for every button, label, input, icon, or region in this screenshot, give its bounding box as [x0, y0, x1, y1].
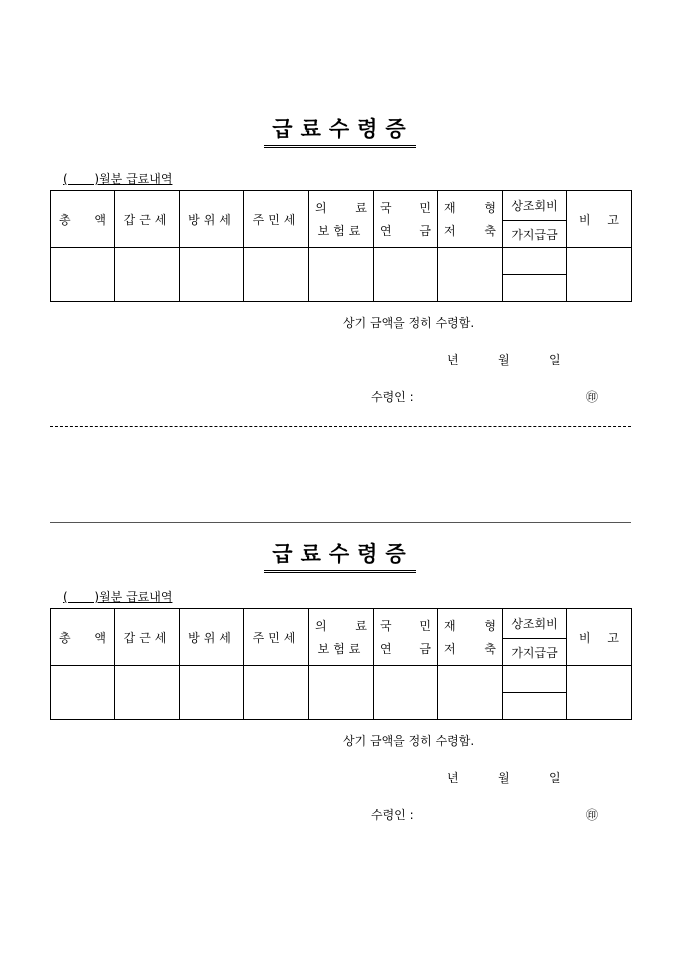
recipient-label: 수령인 : [371, 808, 414, 822]
cell-juminse[interactable] [244, 248, 309, 302]
month-label: ( )월분 급료내역 [63, 590, 173, 604]
cell-juminse[interactable] [244, 666, 309, 720]
recipient-label: 수령인 : [371, 390, 414, 404]
cell-medical-insurance[interactable] [309, 248, 374, 302]
header-bangwise: 방위세 [180, 191, 244, 248]
cell-advance[interactable] [503, 693, 567, 720]
header-medical-insurance: 의 료 보험료 [309, 609, 374, 666]
cell-total[interactable] [51, 248, 115, 302]
header-gapgeunse: 갑근세 [115, 191, 180, 248]
cell-total[interactable] [51, 666, 115, 720]
month-label: ( )월분 급료내역 [63, 172, 173, 186]
cell-bangwise[interactable] [180, 248, 244, 302]
date-day: 일 [549, 771, 561, 785]
cell-gapgeunse[interactable] [115, 666, 180, 720]
cell-national-pension[interactable] [374, 666, 438, 720]
date-year: 년 [447, 771, 459, 785]
receipt-bottom [0, 418, 680, 822]
header-juminse: 주민세 [244, 609, 309, 666]
cell-savings[interactable] [438, 666, 503, 720]
date-year: 년 [447, 353, 459, 367]
salary-table [50, 608, 632, 720]
date-month: 월 [498, 771, 510, 785]
receipt-top [0, 0, 680, 404]
header-juminse: 주민세 [244, 191, 309, 248]
receipt-title: 급료수령증 [0, 113, 680, 148]
header-national-pension: 국 민 연 금 [374, 191, 438, 248]
header-medical-insurance: 의 료 보험료 [309, 191, 374, 248]
header-national-pension: 국 민 연 금 [374, 609, 438, 666]
header-mutual-aid: 상조회비 [503, 609, 567, 639]
header-total: 총 액 [51, 609, 115, 666]
cell-savings[interactable] [438, 248, 503, 302]
salary-table [50, 190, 632, 302]
header-savings: 재 형 저 축 [438, 609, 503, 666]
date-month: 월 [498, 353, 510, 367]
cell-remarks[interactable] [567, 248, 632, 302]
header-total: 총 액 [51, 191, 115, 248]
receipt-statement: 상기 금액을 정히 수령함. [343, 734, 475, 748]
receipt-statement: 상기 금액을 정히 수령함. [343, 316, 475, 330]
header-bangwise: 방위세 [180, 609, 244, 666]
cell-national-pension[interactable] [374, 248, 438, 302]
cell-advance[interactable] [503, 275, 567, 302]
header-remarks: 비 고 [567, 191, 632, 248]
cell-remarks[interactable] [567, 666, 632, 720]
seal-mark: ㊞ [586, 808, 599, 822]
seal-mark: ㊞ [586, 390, 599, 404]
cell-mutual-aid[interactable] [503, 248, 567, 275]
cell-bangwise[interactable] [180, 666, 244, 720]
header-advance: 가지급금 [503, 639, 567, 666]
header-gapgeunse: 갑근세 [115, 609, 180, 666]
header-mutual-aid: 상조회비 [503, 191, 567, 221]
cell-medical-insurance[interactable] [309, 666, 374, 720]
date-day: 일 [549, 353, 561, 367]
header-advance: 가지급금 [503, 221, 567, 248]
header-savings: 재 형 저 축 [438, 191, 503, 248]
cell-mutual-aid[interactable] [503, 666, 567, 693]
header-remarks: 비 고 [567, 609, 632, 666]
cell-gapgeunse[interactable] [115, 248, 180, 302]
receipt-title: 급료수령증 [0, 538, 680, 573]
